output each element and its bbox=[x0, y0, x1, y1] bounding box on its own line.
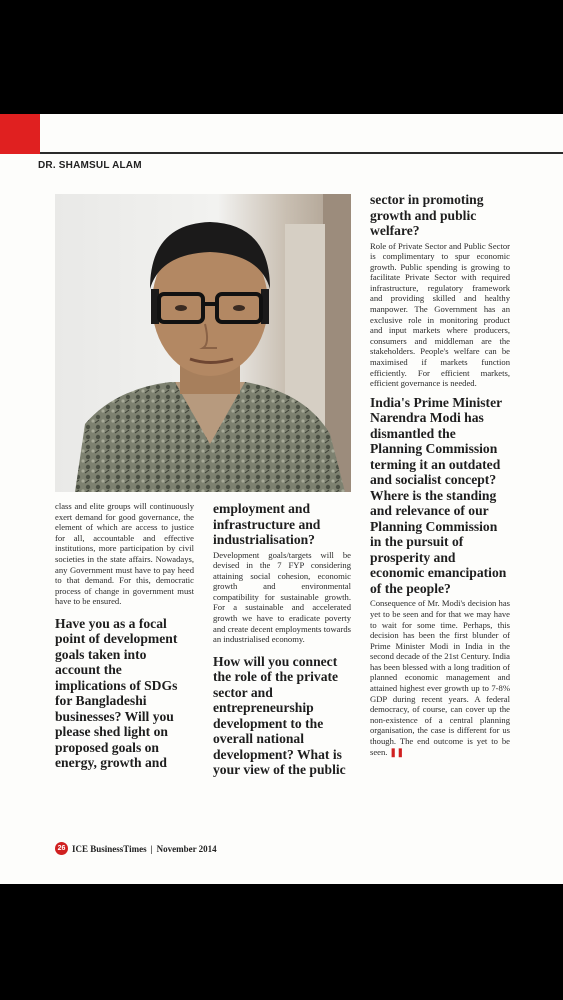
question-planning-commission: India's Prime Minister Narendra Modi has dismantled the Planning Commission terming it an outdated and socialist concept? Where is the standing and relevance of our Planning Commission in the pursuit of prosperity and economic emancipation of the people? bbox=[370, 394, 507, 596]
publication-name: ICE BusinessTimes bbox=[72, 843, 147, 854]
byline: DR. SHAMSUL ALAM bbox=[38, 160, 142, 171]
column-2 bbox=[213, 501, 351, 778]
answer-development-goals: Development goals/targets will be devised in the 7 FYP considering attaining social cohesion, economic growth and environmental compatibility for sustainable growth. For a sustainable and accelerated growth we have to eradicate poverty and create decent employments towards an industrialised economy. bbox=[213, 549, 351, 645]
question-private-sector-continued: sector in promoting growth and public welfare? bbox=[370, 192, 484, 238]
magazine-page[interactable] bbox=[0, 114, 563, 884]
issue-date: November 2014 bbox=[156, 843, 217, 854]
page-number: 26 bbox=[55, 842, 68, 855]
answer-private-public: Role of Private Sector and Public Sector is complimentary to spur economic growth. Public spending is growing to facilitate Private Sector with required infrastructure, regulatory framework and providing skilled and healthy manpower. The Government has an exclusive role in monitoring product and input markets where producers, consumers and middleman are the stakeholders. People's welfare can be maximised if markets function efficiently. For efficient markets, efficient governance is needed. bbox=[370, 240, 510, 389]
question-energy-growth-continued: employment and infrastructure and industrialisation? bbox=[213, 501, 321, 547]
answer-continued: class and elite groups will continuously exert demand for good governance, the element of which are access to justice for all, accountable and effective institutions, more participation by civil societies in the state affairs. Nowadays, any Government must have to pay heed to that demand. For this, democratic process of change in government must have to be ensured. bbox=[55, 501, 194, 607]
section-red-marker bbox=[0, 114, 40, 154]
answer-planning-commission: Consequence of Mr. Modi's decision has yet to be seen and for that we may have to wait for some time. Perhaps, this decision has been the first blunder of Prime Minister Modi in India in the second decade of the 21st Century. India has been blessed with a long tradition of planned economic management and attained highest ever growth up to 7-8% GDP during recent years. A federal democracy, of course, can cover up the non-existence of a central planning organisation, the case is different for us though. The end outcome is yet to be seen. ❚❚ bbox=[370, 598, 510, 757]
question-energy-growth: Have you as a focal point of development goals taken into account the implications of SDGs for Bangladeshi businesses? Will you please shed light on proposed goals on energy, growth and bbox=[55, 615, 178, 771]
end-of-article-mark: ❚❚ bbox=[389, 746, 404, 757]
header-rule bbox=[40, 152, 563, 154]
footer-separator: | bbox=[150, 843, 153, 854]
portrait-illustration bbox=[55, 194, 351, 492]
column-3 bbox=[370, 192, 510, 757]
page-footer bbox=[55, 842, 217, 855]
portrait-photo bbox=[55, 194, 351, 492]
question-private-sector: How will you connect the role of the private sector and entrepreneurship development to the overall national development? What is your view of the public bbox=[213, 653, 346, 778]
column-1 bbox=[55, 501, 194, 771]
